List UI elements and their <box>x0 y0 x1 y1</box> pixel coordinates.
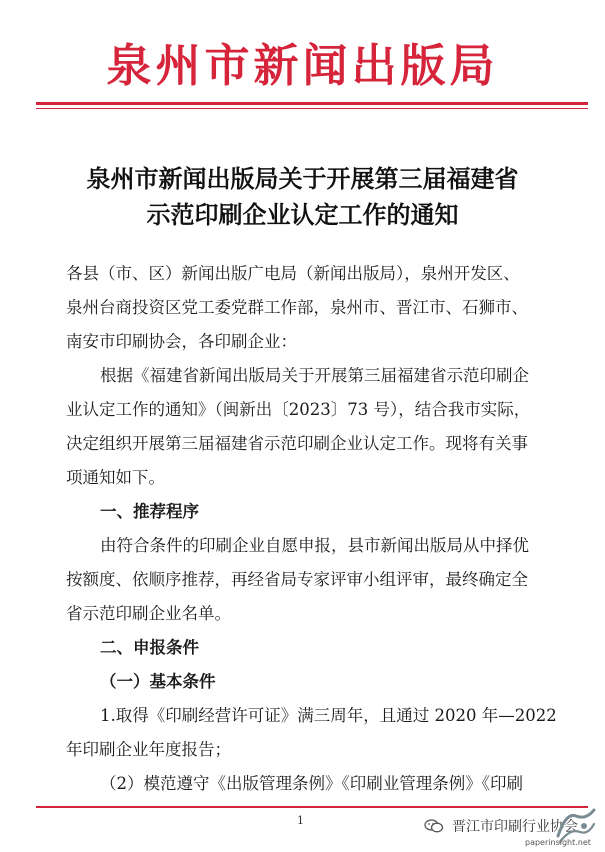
addressee-line: 泉州台商投资区党工委党群工作部，泉州市、晋江市、石狮市、 <box>66 298 528 317</box>
letterhead-rule <box>36 102 588 105</box>
addressee-line: 南安市印刷协会，各印刷企业： <box>66 332 297 351</box>
section-line: （2）模范遵守《出版管理条例》《印刷业管理条例》《印刷 <box>100 774 523 793</box>
section-heading: 二、申报条件 <box>100 638 199 657</box>
intro-line: 根据《福建省新闻出版局关于开展第三届福建省示范印刷企 <box>100 366 529 385</box>
document-title <box>0 161 605 233</box>
section-line: 按额度、依顺序推荐，再经省局专家评审小组评审，最终确定全 <box>66 570 528 589</box>
section-line: 由符合条件的印刷企业自愿申报，县市新闻出版局从中择优 <box>100 536 529 555</box>
letterhead-rule-thin <box>36 108 588 109</box>
footer-rule <box>36 806 588 808</box>
letterhead: 泉州市新闻出版局 <box>106 39 499 92</box>
intro-line: 决定组织开展第三届福建省示范印刷企业认定工作。现将有关事 <box>66 434 528 453</box>
site-link[interactable]: paperinsight.net <box>525 838 591 847</box>
subsection-heading: （一）基本条件 <box>100 672 216 691</box>
title-line: 泉州市新闻出版局关于开展第三届福建省 <box>86 164 519 193</box>
section-line: 年印刷企业年度报告； <box>66 740 231 759</box>
section-line: 1.取得《印刷经营许可证》满三周年，且通过 2020 年—2022 <box>100 706 557 725</box>
section-line: 省示范印刷企业名单。 <box>66 604 231 623</box>
brand-name: 晋江市印刷行业协会 <box>452 819 578 835</box>
title-line: 示范印刷企业认定工作的通知 <box>146 200 459 229</box>
intro-line: 业认定工作的通知》（闽新出〔2023〕73 号），结合我市实际， <box>66 400 531 419</box>
wechat-icon <box>424 819 444 833</box>
page-number: 1 <box>297 814 304 827</box>
intro-line: 项通知如下。 <box>66 468 165 487</box>
addressee-line: 各县（市、区）新闻出版广电局（新闻出版局），泉州开发区、 <box>66 264 520 283</box>
section-heading: 一、推荐程序 <box>100 502 199 521</box>
